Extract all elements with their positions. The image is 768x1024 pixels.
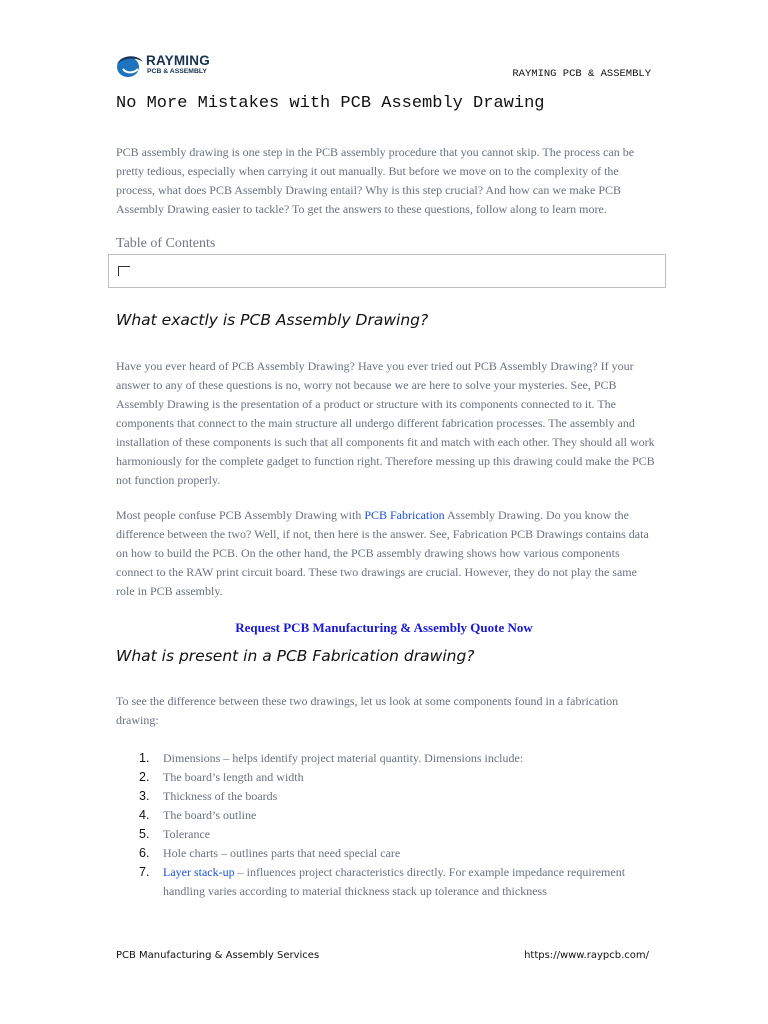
list-item bbox=[116, 863, 656, 901]
document-title: No More Mistakes with PCB Assembly Drawing bbox=[116, 94, 545, 113]
list-item-text: Tolerance bbox=[163, 827, 211, 841]
pcb-fabrication-link[interactable]: PCB Fabrication bbox=[364, 508, 445, 522]
layer-stack-up-link[interactable]: Layer stack-up bbox=[163, 865, 235, 879]
list-number: 2. bbox=[139, 770, 150, 784]
section-heading-fabrication-drawing: What is present in a PCB Fabrication drawing? bbox=[116, 647, 475, 665]
list-item-text: Thickness of the boards bbox=[163, 789, 278, 803]
list-item-text: Dimensions – helps identify project material quantity. Dimensions include: bbox=[163, 751, 524, 765]
header-company-name: RAYMING PCB & ASSEMBLY bbox=[512, 68, 651, 80]
list-item bbox=[116, 768, 656, 787]
section-heading-assembly-drawing: What exactly is PCB Assembly Drawing? bbox=[116, 311, 429, 329]
toc-box bbox=[108, 254, 666, 288]
list-number: 7. bbox=[139, 865, 150, 879]
section2-intro: To see the difference between these two drawings, let us look at some components found in a fabrication drawing: bbox=[116, 694, 619, 727]
para-text: Most people confuse PCB Assembly Drawing with bbox=[116, 508, 365, 522]
list-item bbox=[116, 787, 656, 806]
toc-title: Table of Contents bbox=[116, 236, 216, 251]
list-number: 1. bbox=[139, 751, 150, 765]
list-number: 6. bbox=[139, 846, 150, 860]
intro-paragraph: PCB assembly drawing is one step in the PCB assembly procedure that you cannot skip. The process can be pretty tedious, especially when carrying it out manually. But before we move on to the complexity of the process, what does PCB Assembly Drawing entail? Why is this step crucial? And how can we make PCB Assembly Drawing easier to tackle? To get the answers to these questions, follow along to learn more. bbox=[116, 145, 635, 216]
list-item-text: The board’s outline bbox=[163, 808, 257, 822]
rayming-swoosh-icon bbox=[114, 52, 144, 80]
list-item-text: The board’s length and width bbox=[163, 770, 304, 784]
section1-paragraph-1: Have you ever heard of PCB Assembly Drawing? Have you ever tried out PCB Assembly Drawing? If your answer to any of these questions is no, worry not because we are here to solve your mysteries. See, PCB Assembly Drawing is the presentation of a product or structure with its components connected to it. The components that connect to the main structure all undergo different fabrication processes. The assembly and installation of these components is such that all components fit and match with each other. They should all work harmoniously for the complete gadget to function right. Therefore messing up this drawing could make the PCB not function properly. bbox=[116, 359, 655, 487]
list-item bbox=[116, 844, 656, 863]
list-item bbox=[116, 749, 656, 768]
request-quote-link[interactable]: Request PCB Manufacturing & Assembly Quote Now bbox=[235, 620, 533, 635]
footer-url-link[interactable]: https://www.raypcb.com/ bbox=[524, 950, 649, 961]
list-number: 3. bbox=[139, 789, 150, 803]
footer-services: PCB Manufacturing & Assembly Services bbox=[116, 950, 320, 961]
logo-tagline: PCB & ASSEMBLY bbox=[147, 68, 207, 75]
toc-toggle-icon[interactable] bbox=[118, 266, 130, 276]
fabrication-components-list bbox=[116, 749, 656, 901]
section1-paragraph-2 bbox=[116, 506, 656, 601]
list-number: 4. bbox=[139, 808, 150, 822]
logo-brand: RAYMING bbox=[146, 53, 210, 68]
list-item-text: – influences project characteristics directly. For example impedance requirement handling varies according to material thickness stack up tolerance and thickness bbox=[163, 865, 626, 898]
list-item bbox=[116, 825, 656, 844]
list-number: 5. bbox=[139, 827, 150, 841]
list-item bbox=[116, 806, 656, 825]
list-item-text: Hole charts – outlines parts that need special care bbox=[163, 846, 401, 860]
rayming-logo[interactable] bbox=[114, 50, 224, 82]
para-text: Assembly Drawing. Do you know the difference between the two? Well, if not, then here is the answer. See, Fabrication PCB Drawings contains data on how to build the PCB. On the other hand, the PCB assembly drawing shows how various components connect to the RAW print circuit board. These two drawings are crucial. However, they do not play the same role in PCB assembly. bbox=[116, 508, 649, 598]
